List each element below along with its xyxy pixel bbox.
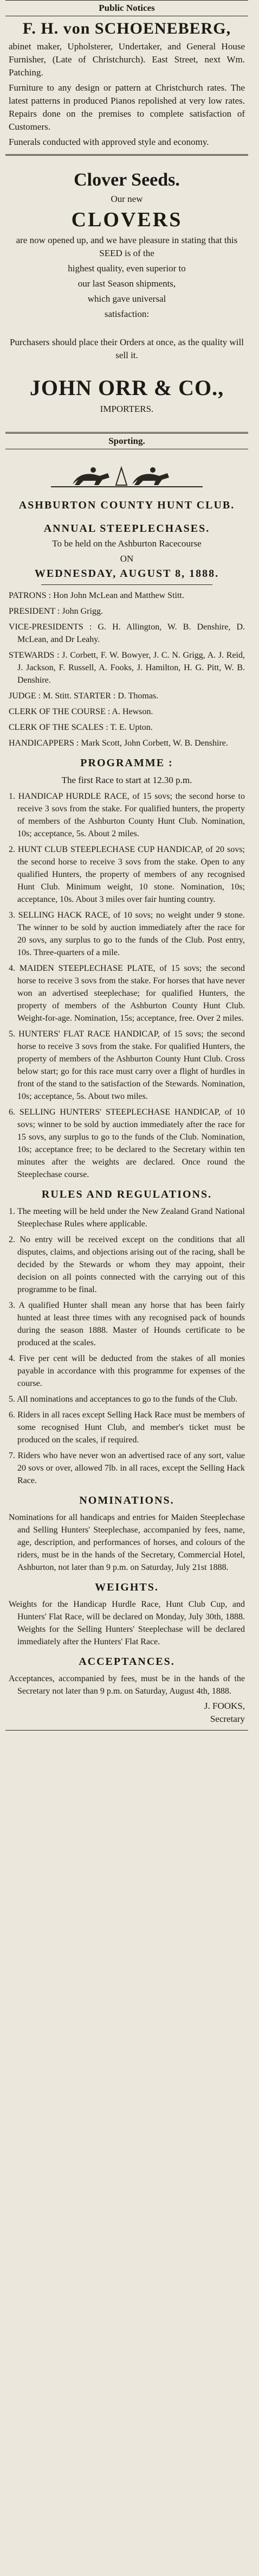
firm-description: abinet maker, Upholsterer, Undertaker, and General House Furnisher, (Late of Christchurch). East Street, next Wm. Patching.	[9, 41, 245, 78]
on-text: ON	[120, 554, 134, 564]
section-heading-sporting: Sporting.	[108, 436, 145, 446]
clover-purchasers: Purchasers should place their Orders at once, as the quality will sell it.	[10, 337, 244, 360]
bottom-rule	[5, 1730, 248, 1731]
stewards: STEWARDS : J. Corbett, F. W. Bowyer, J. C. N. Grigg, A. J. Reid, J. Jackson, F. Russell, A. Fooks, J. Hamilton, H. G. Pitt, W. B. Denshire.	[9, 651, 245, 685]
firm-name: F. H. von SCHOENEBERG,	[22, 20, 231, 37]
rule-item: 7. Riders who have never won an advertised race of any sort, value 20 sovs or over, allowed 7lb. in all races, except the Selling Hack Race.	[9, 1451, 245, 1485]
clover-opened: are now opened up, and we have pleasure in stating that this SEED is of the	[16, 235, 238, 258]
clover-which: which gave universal	[87, 294, 166, 304]
signature-name: J. FOOKS,	[204, 1701, 245, 1711]
rule-item: 5. All nominations and acceptances to go to the funds of the Club.	[9, 1395, 238, 1404]
clover-quality: highest quality, even superior to	[68, 263, 186, 273]
clover-shipments: our last Season shipments,	[77, 278, 176, 289]
race-item: 5. HUNTERS' FLAT RACE HANDICAP, of 15 sovs; the second horse to receive 3 sovs from the stake. For qualified Hunters, the property of members of the Ashburton County Hunt Club. Cross below start; go for this race must carry over a flight of hurdles in front of the stand to the satisfaction of the Stewards. Nomination, 10s; acceptance, 5s. About two miles.	[9, 1029, 245, 1101]
race-date: WEDNESDAY, AUGUST 8, 1888.	[34, 568, 219, 580]
nominations-heading: NOMINATIONS.	[79, 1494, 174, 1506]
newspaper-column	[5, 0, 248, 1731]
race-item: 4. MAIDEN STEEPLECHASE PLATE, of 15 sovs; the second horse to receive 3 sovs from the stake. For horses that have never won an advertised steeplechase; for qualified Hunters, the property of members of the Ashburton County Hunt Club. Weight-for-age. Nomination, 15s; acceptance, free. Over 2 miles.	[9, 964, 245, 1023]
clover-satisfaction: satisfaction:	[104, 309, 150, 319]
signature-title: Secretary	[210, 1714, 245, 1724]
club-name: ASHBURTON COUNTY HUNT CLUB.	[18, 499, 235, 511]
rules-heading: RULES AND REGULATIONS.	[41, 1188, 212, 1200]
race-item: 3. SELLING HACK RACE, of 10 sovs; no weight under 9 stone. The winner to be sold by auction immediately after the race for 20 sovs, any surplus to go to the funds of the Club. Post entry, 10s. Three-quarters of a mile.	[9, 911, 245, 957]
clover-ad	[5, 156, 248, 432]
clover-title: Clover Seeds.	[74, 170, 180, 190]
handicappers: HANDICAPPERS : Mark Scott, John Corbett, W. B. Denshire.	[9, 739, 228, 748]
schoeneberg-ad	[5, 16, 248, 154]
horse-race-emblem-icon	[40, 457, 213, 495]
programme-heading: PROGRAMME :	[80, 757, 173, 769]
rule-item: 3. A qualified Hunter shall mean any horse that has been fairly hunted at least three times with any recognised pack of hounds during the season 1888. Master of Hounds certificate to be produced at the scales.	[9, 1301, 245, 1347]
rule-item: 1. The meeting will be held under the New Zealand Grand National Steeplechase Rules where applicable.	[9, 1207, 245, 1229]
vice-presidents: VICE-PRESIDENTS : G. H. Allington, W. B. Denshire, D. McLean, and Dr Leahy.	[9, 622, 245, 644]
judge-starter: JUDGE : M. Stitt. STARTER : D. Thomas.	[9, 691, 159, 701]
rule-item: 6. Riders in all races except Selling Hack Race must be members of some recognised Hunt Club, and member's ticket must be produced on the scales, if required.	[9, 1410, 245, 1445]
hunt-club-ad	[5, 449, 248, 1730]
held-at: To be held on the Ashburton Racecourse	[52, 538, 202, 549]
funerals-text: Funerals conducted with approved style and economy.	[9, 137, 209, 147]
clerk-scales: CLERK OF THE SCALES : T. E. Upton.	[9, 723, 153, 732]
first-race-time: The first Race to start at 12.30 p.m.	[61, 775, 192, 785]
race-item: 2. HUNT CLUB STEEPLECHASE CUP HANDICAP, of 20 sovs; the second horse to receive 3 sovs from the stake. Open to any qualified Hunters, the property of members of any recognised Hunt Club. Minimum weight, 10 stone. Nomination, 10s; acceptance, 10s. About 3 miles over fair hunting country.	[9, 845, 245, 904]
acceptances-text: Acceptances, accompanied by fees, must be in the hands of the Secretary not later than 9 p.m. on Saturday, August 4th, 1888.	[9, 1674, 245, 1696]
rule	[41, 584, 212, 585]
clover-our-new: Our new	[111, 194, 143, 204]
nominations-text: Nominations for all handicaps and entries for Maiden Steeplechase and Selling Hunters' Steeplechase, accompanied by fees, name, age, description, and performances of horses, and colours of the riders, must be in the hands of the Secretary, Commercial Hotel, Ashburton, not later than 9 p.m. on Saturday, July 21st 1888.	[9, 1513, 245, 1572]
weights-heading: WEIGHTS.	[95, 1581, 159, 1593]
president: PRESIDENT : John Grigg.	[9, 607, 103, 616]
clovers-heading: CLOVERS	[71, 208, 183, 231]
company-importers: IMPORTERS.	[100, 404, 154, 414]
weights-text: Weights for the Handicap Hurdle Race, Hunt Club Cup, and Hunters' Flat Race, will be declared on Monday, July 30th, 1888. Weights for the Selling Hunters' Steeplechase will be declared immediately after the Hunters' Flat Race.	[9, 1600, 245, 1646]
race-item: 6. SELLING HUNTERS' STEEPLECHASE HANDICAP, of 10 sovs; winner to be sold by auction immediately after the race for 15 sovs, any surplus to go to the funds of the Club. Nomination, 10s; acceptance free; to be declared to the Secretary within ten minutes after the weights are declared. Once round the Steeplechase course.	[9, 1108, 245, 1179]
rule-item: 4. Five per cent will be deducted from the stakes of all monies payable in accordance with this programme for expenses of the course.	[9, 1354, 245, 1388]
acceptances-heading: ACCEPTANCES.	[79, 1656, 175, 1668]
rule-item: 2. No entry will be received except on the conditions that all disputes, claims, and objections arising out of the racing, shall be decided by the Stewards or whom they may appoint, their decision on all points connected with the carrying out of this programme to be final.	[9, 1235, 245, 1294]
company-name: JOHN ORR & CO.,	[29, 376, 224, 400]
section-heading-notices: Public Notices	[99, 3, 155, 13]
clerk-course: CLERK OF THE COURSE : A. Hewson.	[9, 707, 153, 716]
race-item: 1. HANDICAP HURDLE RACE, of 15 sovs; the second horse to receive 3 sovs from the stake. For qualified hunters, the property of members of the Ashburton County Hunt Club. Nomination, 10s; acceptance, 5s. About 2 miles.	[9, 792, 245, 838]
patrons: PATRONS : Hon John McLean and Matthew Stitt.	[9, 591, 184, 600]
annual-steeplechases: ANNUAL STEEPLECHASES.	[43, 523, 210, 535]
furniture-text: Furniture to any design or pattern at Christchurch rates. The latest patterns in produced Pianos repolished at very low rates. Repairs done on the premises to complete satisfaction of Customers.	[9, 82, 245, 132]
